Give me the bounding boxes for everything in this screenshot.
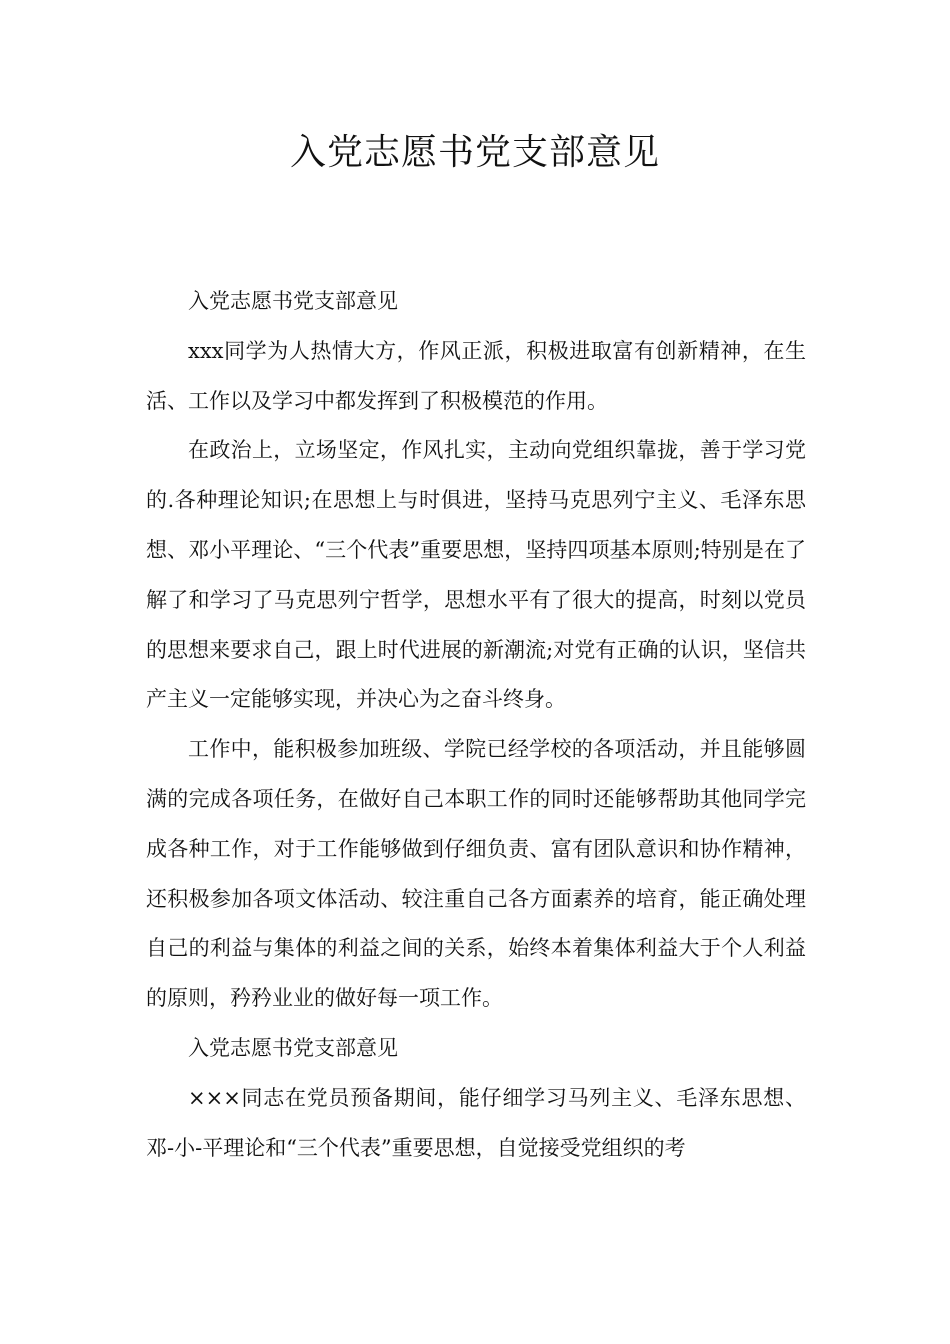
paragraph-heading-2: 入党志愿书党支部意见 (188, 1035, 398, 1060)
paragraph-intro: xxx同学为人热情大方，作风正派，积极进取富有创新精神，在生活、工作以及学习中都发挥到了积极模范的作用。 (146, 338, 806, 413)
paragraph-heading-1: 入党志愿书党支部意见 (188, 289, 398, 313)
document-body (146, 277, 806, 1173)
paragraph-work: 工作中，能积极参加班级、学院已经学校的各项活动，并且能够圆满的完成各项任务，在做好自己本职工作的同时还能够帮助其他同学完成各种工作，对于工作能够做到仔细负责、富有团队意识和协作精神，还积极参加各项文体活动、较注重自己各方面素养的培育，能正确处理自己的利益与集体的利益之间的关系，始终本着集体利益大于个人利益的原则，矜矜业业的做好每一项工作。 (146, 737, 806, 1011)
document-title: 入党志愿书党支部意见 (289, 132, 660, 173)
paragraph-politics: 在政治上，立场坚定，作风扎实，主动向党组织靠拢，善于学习党的.各种理论知识;在思想上与时俱进，坚持马克思列宁主义、毛泽东思想、邓小平理论、“三个代表”重要思想，坚持四项基本原则;特别是在了解了和学习了马克思列宁哲学，思想水平有了很大的提高，时刻以党员的思想来要求自己，跟上时代进展的新潮流;对党有正确的认识，坚信共产主义一定能够实现，并决心为之奋斗终身。 (146, 438, 806, 712)
paragraph-probation: ×××同志在党员预备期间，能仔细学习马列主义、毛泽东思想、邓-小-平理论和“三个代表”重要思想，自觉接受党组织的考 (146, 1085, 806, 1160)
